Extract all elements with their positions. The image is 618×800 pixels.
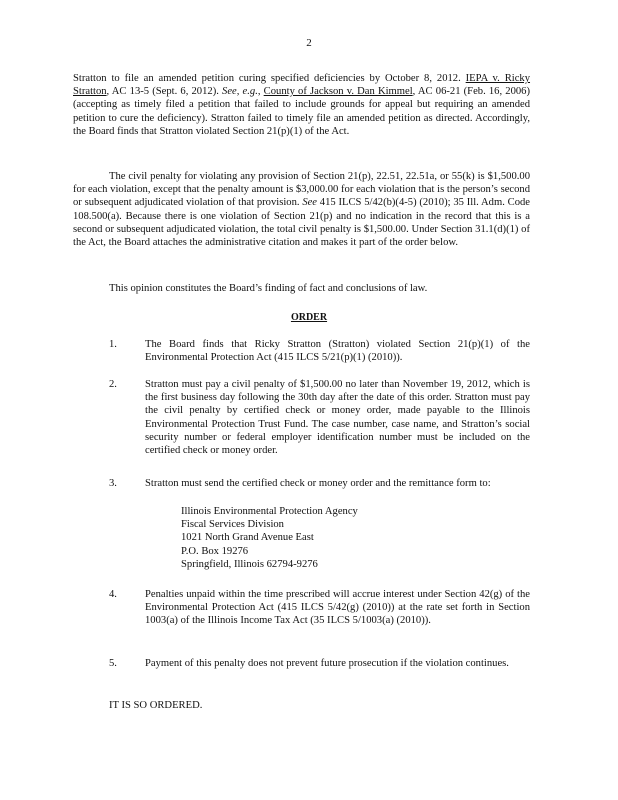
address-line: Springfield, Illinois 62794-9276 bbox=[181, 558, 318, 570]
paragraph-civil-penalty bbox=[73, 170, 530, 249]
see-eg-signal: See, e.g. bbox=[222, 86, 258, 98]
remittance-address bbox=[181, 505, 358, 571]
order-item-text: Payment of this penalty does not prevent future prosecution if the violation continues. bbox=[145, 658, 509, 669]
para2-text-a: The civil penalty for violating any provision of Section 21(p), 22.51, 22.51a, or 55(k) is $1,500.00 for each violation, except that the penalty amount is $3,000.00 for each violation that is the person’s second or subsequent adjudicated violation of that provision. bbox=[73, 171, 530, 209]
order-item-number: 4. bbox=[109, 589, 117, 600]
order-item-number: 2. bbox=[109, 379, 117, 390]
paragraph-amended-petition bbox=[73, 72, 530, 138]
order-item-text: Stratton must send the certified check or money order and the remittance form to: bbox=[145, 478, 491, 489]
order-item-number: 3. bbox=[109, 478, 117, 489]
para1-text-c: , bbox=[257, 86, 264, 98]
address-line: Fiscal Services Division bbox=[181, 519, 284, 531]
para1-text-b: , AC 13-5 (Sept. 6, 2012). bbox=[106, 86, 223, 98]
order-item-number: 1. bbox=[109, 339, 117, 350]
paragraph-opinion-statement: This opinion constitutes the Board’s finding of fact and conclusions of law. bbox=[109, 283, 428, 294]
para2-text-b: 415 ILCS 5/42(b)(4-5) (2010); 35 Ill. Adm. Code 108.500(a). Because there is one violation of Section 21(p) and no indication in the record that this is a second or subsequent adjudicated violation, the total civil penalty is $1,500.00. Under Section 31.1(d)(1) of the Act, the Board attaches the administrative citation and makes it part of the order below. bbox=[73, 197, 531, 249]
address-line: Illinois Environmental Protection Agency bbox=[181, 506, 358, 517]
order-heading: ORDER bbox=[290, 312, 328, 323]
address-line: 1021 North Grand Avenue East bbox=[181, 532, 314, 544]
order-item-text: Stratton must pay a civil penalty of $1,500.00 no later than November 19, 2012, which is the first business day following the 30th day after the date of this order. Stratton must pay the civil penalty by certified check or money order, made payable to the Illinois Environmental Protection Trust Fund. The case number, case name, and Stratton’s social security number or federal employer identification number must be included on the certified check or money order. bbox=[145, 379, 530, 457]
order-item-text: The Board finds that Ricky Stratton (Stratton) violated Section 21(p)(1) of the Environmental Protection Act (415 ILCS 5/21(p)(1) (2010)). bbox=[145, 339, 530, 364]
closing-statement: IT IS SO ORDERED. bbox=[109, 700, 203, 711]
see-signal: See bbox=[302, 197, 318, 209]
order-item-text: Penalties unpaid within the time prescribed will accrue interest under Section 42(g) of the Environmental Protection Act (415 ILCS 5/42(g) (2010)) at the rate set forth in Section 1003(a) of the Illinois Income Tax Act (35 ILCS 5/1003(a) (2010)). bbox=[145, 589, 530, 627]
order-item-number: 5. bbox=[109, 658, 117, 669]
case-citation-jackson-v-kimmel: County of Jackson v. Dan Kimmel bbox=[263, 86, 413, 98]
address-line: P.O. Box 19276 bbox=[181, 545, 249, 557]
para1-text-d: , AC 06-21 (Feb. 16, 2006) (accepting as timely filed a petition that failed to include grounds for appeal but requiring an amended petition to cure the deficiency). Stratton failed to timely file an amended petition as directed. Accordingly, the Board finds that Stratton violated Section 21(p)(1) of the Act. bbox=[73, 86, 530, 137]
case-citation-iepa-v-stratton: IEPA v. Ricky Stratton bbox=[73, 73, 531, 98]
para1-text-a: Stratton to file an amended petition curing specified deficiencies by October 8, 2012. bbox=[73, 73, 466, 84]
page-number: 2 bbox=[306, 37, 312, 49]
